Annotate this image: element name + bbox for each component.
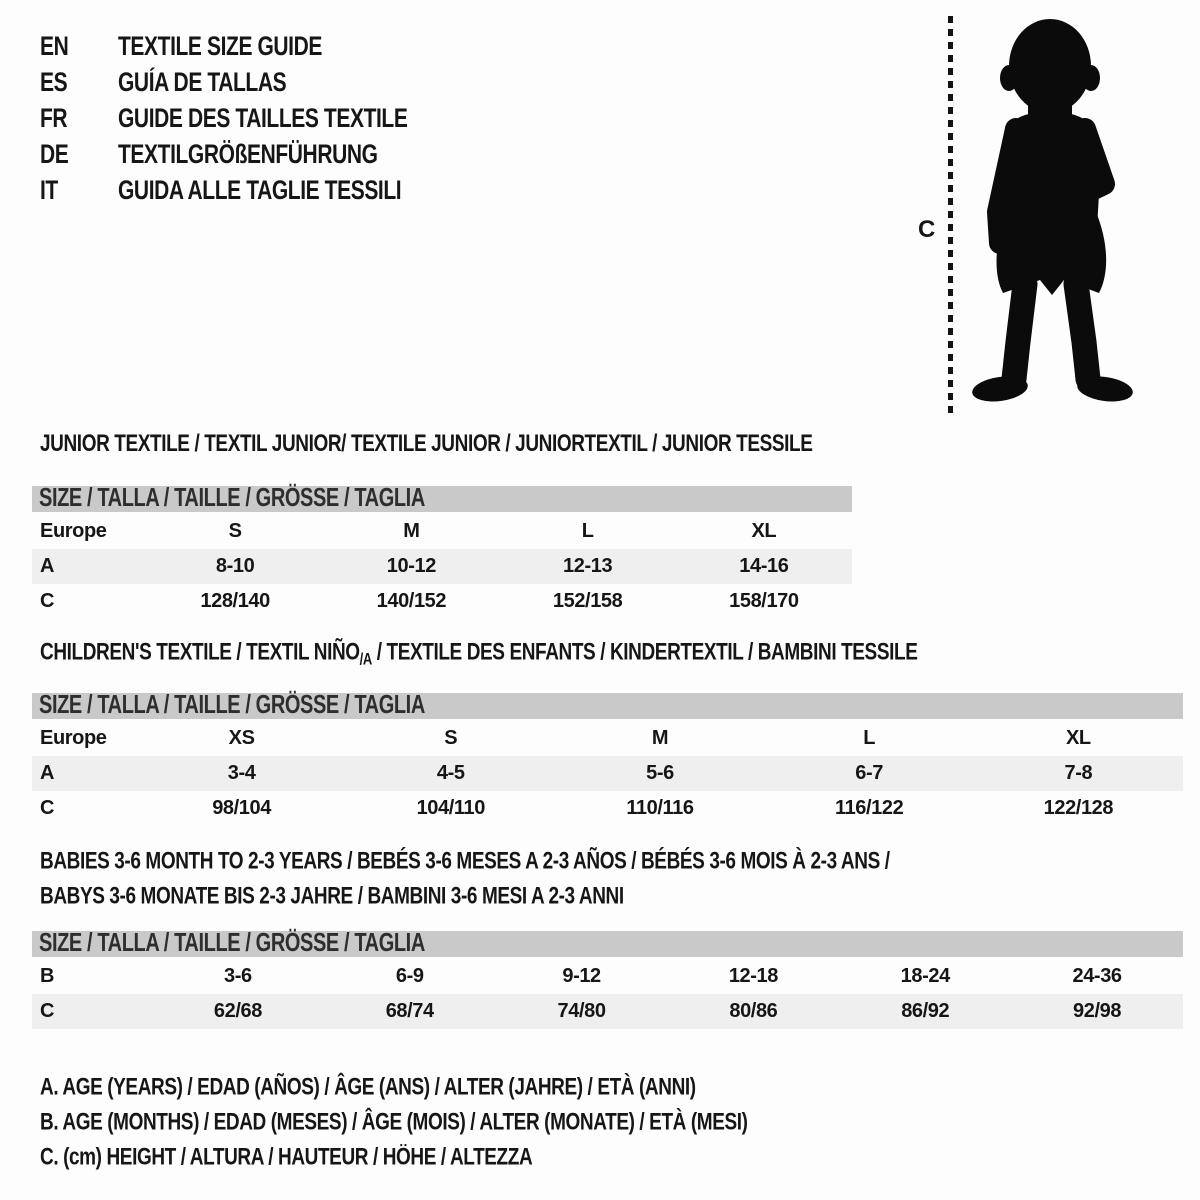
table-cell: M <box>403 520 420 542</box>
table-cell: L <box>581 520 594 542</box>
table-cell: 3-6 <box>224 965 252 987</box>
table-cell: 6-7 <box>855 762 884 784</box>
row-label: C <box>40 590 55 612</box>
table-cell: 6-9 <box>395 965 424 987</box>
table-cell: 74/80 <box>557 1000 606 1022</box>
height-measure-dashed-line <box>948 16 953 416</box>
row-label: A <box>40 762 55 784</box>
toddler-silhouette-icon <box>958 12 1148 418</box>
row-label: C <box>40 797 55 819</box>
table-cell: XL <box>751 520 777 542</box>
table-cell: 128/140 <box>200 590 270 612</box>
row-label: Europe <box>40 727 107 749</box>
table-cell: 24-36 <box>1072 965 1122 987</box>
measurement-legend <box>40 1071 748 1176</box>
table-cell: 3-4 <box>227 762 256 784</box>
language-row-en <box>40 30 407 66</box>
height-measure-label: C <box>918 216 935 243</box>
guide-title-it: GUIDA ALLE TAGLIE TESSILI <box>118 175 402 206</box>
table-row <box>32 994 1183 1029</box>
nino-a-subscript: /A <box>359 649 372 669</box>
table-cell: 68/74 <box>385 1000 434 1022</box>
language-row-es <box>40 66 407 102</box>
junior-table <box>32 514 852 619</box>
row-label: B <box>40 965 55 987</box>
language-code: ES <box>40 67 68 98</box>
table-cell: 18-24 <box>900 965 950 987</box>
table-cell: XS <box>228 727 255 749</box>
language-code: EN <box>40 31 69 62</box>
table-row <box>32 721 1183 756</box>
children-table <box>32 721 1183 826</box>
table-cell: 152/158 <box>552 590 623 612</box>
babies-section-title: BABIES 3-6 MONTH TO 2-3 YEARS / BEBÉS 3-6 MESES A 2-3 AÑOS / BÉBÉS 3-6 MOIS À 2-3 ANS / BABYS 3-6 MONATE BIS 2-3 JAHRE / BAMBINI 3-6 MESI A 2-3 ANNI <box>40 848 890 910</box>
language-row-it <box>40 174 407 210</box>
table-cell: 62/68 <box>213 1000 262 1022</box>
table-cell: 110/116 <box>626 797 694 819</box>
table-cell: M <box>651 727 669 749</box>
table-cell: L <box>863 727 876 749</box>
table-row <box>32 791 1183 826</box>
row-label: A <box>40 555 55 577</box>
row-label: Europe <box>40 520 107 542</box>
table-cell: 5-6 <box>646 762 674 784</box>
table-cell: 158/170 <box>729 590 799 612</box>
table-row <box>32 756 1183 791</box>
language-row-de <box>40 138 407 174</box>
table-cell: S <box>228 520 242 542</box>
table-cell: 9-12 <box>562 965 601 987</box>
babies-size-table <box>32 931 1183 1029</box>
legend-age-months: B. AGE (MONTHS) / EDAD (MESES) / ÂGE (MOIS) / ALTER (MONATE) / ETÀ (MESI) <box>40 1109 748 1136</box>
children-section-title: CHILDREN'S TEXTILE / TEXTIL $NIÑO_{/A}$ / TEXTILE DES ENFANTS / KINDERTEXTIL / BAMBINI TESSILE <box>40 639 918 669</box>
table-cell: S <box>444 727 458 749</box>
table-cell: 4-5 <box>436 762 465 784</box>
table-row <box>32 549 852 584</box>
language-code: FR <box>40 103 68 134</box>
table-cell: 92/98 <box>1073 1000 1122 1022</box>
table-row <box>32 514 852 549</box>
table-cell: 80/86 <box>729 1000 778 1022</box>
guide-title-de: TEXTILGRÖßENFÜHRUNG <box>118 139 378 170</box>
table-cell: 12-13 <box>563 555 613 577</box>
legend-age-years: A. AGE (YEARS) / EDAD (AÑOS) / ÂGE (ANS) / ALTER (JAHRE) / ETÀ (ANNI) <box>40 1074 696 1101</box>
junior-size-table <box>32 486 852 619</box>
size-table-header: SIZE / TALLA / TAILLE / GRÖSSE / TAGLIA <box>32 693 1183 719</box>
table-cell: 7-8 <box>1064 762 1093 784</box>
language-row-fr <box>40 102 407 138</box>
table-cell: 14-16 <box>739 555 789 577</box>
children-size-table <box>32 693 1183 826</box>
guide-title-es: GUÍA DE TALLAS <box>118 67 287 98</box>
table-cell: 122/128 <box>1043 797 1114 819</box>
row-label: C <box>40 1000 55 1022</box>
table-cell: 8-10 <box>215 555 255 577</box>
size-table-header: SIZE / TALLA / TAILLE / GRÖSSE / TAGLIA <box>32 931 1183 957</box>
table-cell: 10-12 <box>386 555 436 577</box>
table-cell: 98/104 <box>212 797 271 819</box>
table-cell: XL <box>1065 727 1091 749</box>
size-table-header: SIZE / TALLA / TAILLE / GRÖSSE / TAGLIA <box>32 486 852 512</box>
table-row <box>32 584 852 619</box>
table-cell: 116/122 <box>834 797 904 819</box>
table-cell: 86/92 <box>901 1000 950 1022</box>
language-code: IT <box>40 175 58 206</box>
guide-title-en: TEXTILE SIZE GUIDE <box>118 31 322 62</box>
babies-table <box>32 959 1183 1029</box>
language-title-list <box>40 30 407 210</box>
table-row <box>32 959 1183 994</box>
junior-section-title: JUNIOR TEXTILE / TEXTIL JUNIOR/ TEXTILE JUNIOR / JUNIORTEXTIL / JUNIOR TESSILE <box>40 430 813 458</box>
table-cell: 104/110 <box>416 797 485 819</box>
guide-title-fr: GUIDE DES TAILLES TEXTILE <box>118 103 408 134</box>
language-code: DE <box>40 139 69 170</box>
table-cell: 140/152 <box>376 590 447 612</box>
legend-height-cm: C. (cm) HEIGHT / ALTURA / HAUTEUR / HÖHE / ALTEZZA <box>40 1144 533 1171</box>
table-cell: 12-18 <box>728 965 778 987</box>
